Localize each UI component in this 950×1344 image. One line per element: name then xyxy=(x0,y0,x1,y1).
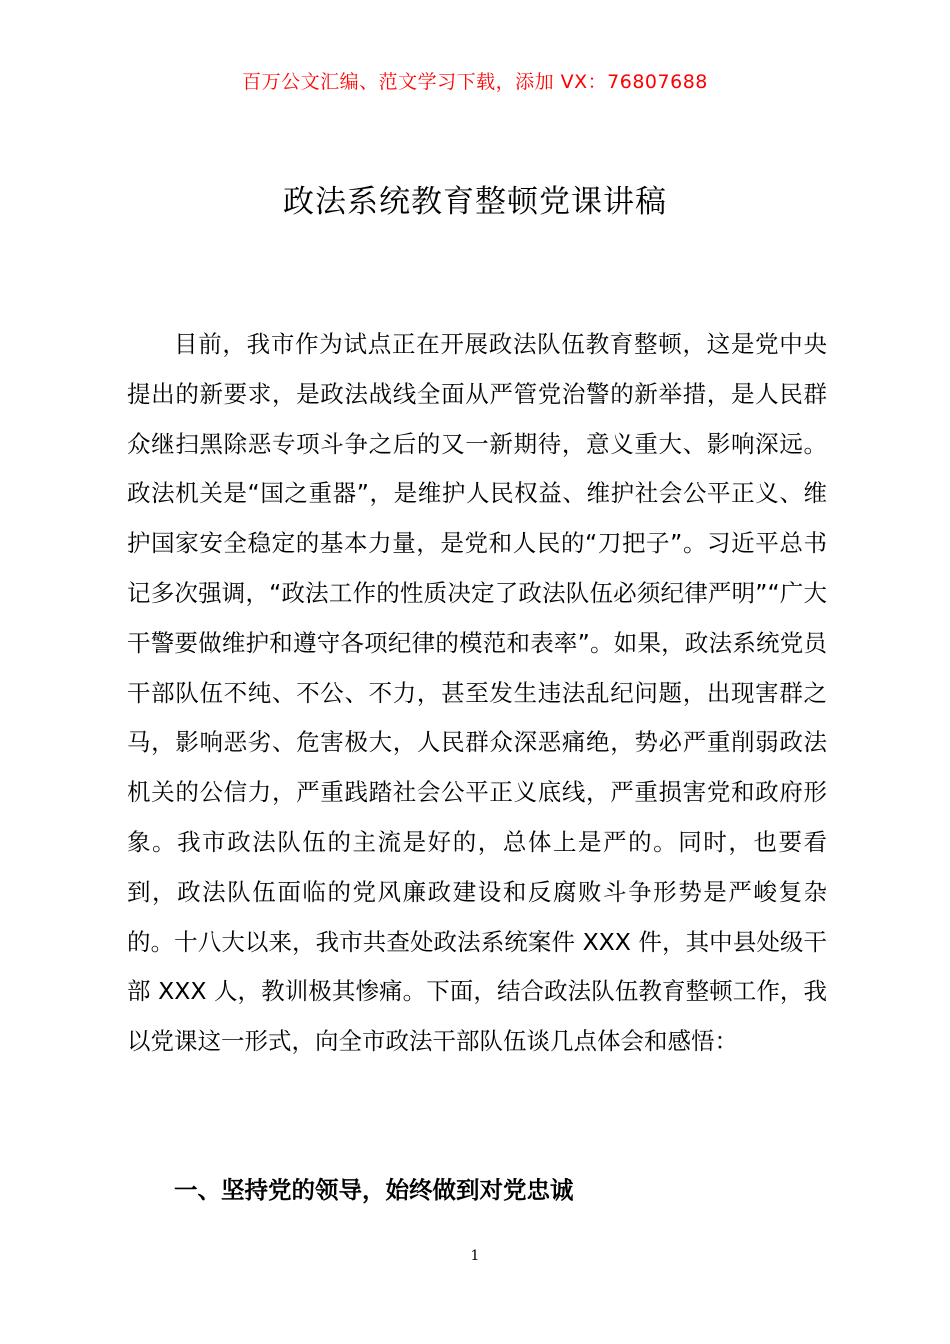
page-number: 1 xyxy=(470,1248,480,1264)
body-paragraph: 目前，我市作为试点正在开展政法队伍教育整顿，这是党中央提出的新要求，是政法战线全面从严管党治警的新举措，是人民群众继扫黑除恶专项斗争之后的又一新期待，意义重大、影响深远。政法机关是“国之重器”，是维护人民权益、维护社会公平正义、维护国家安全稳定的基本力量，是党和人民的“刀把子”。习近平总书记多次强调，“政法工作的性质决定了政法队伍必须纪律严明”“广大干警要做维护和遵守各项纪律的模范和表率”。如果，政法系统党员干部队伍不纯、不公、不力，甚至发生违法乱纪问题，出现害群之马，影响恶劣、危害极大，人民群众深恶痛绝，势必严重削弱政法机关的公信力，严重践踏社会公平正义底线，严重损害党和政府形象。我市政法队伍的主流是好的，总体上是严的。同时，也要看到，政法队伍面临的党风廉政建设和反腐败斗争形势是严峻复杂的。十八大以来，我市共查处政法系统案件 XXX 件，其中县处级干部 XXX 人，教训极其惨痛。下面，结合政法队伍教育整顿工作，我以党课这一形式，向全市政法干部队伍谈几点体会和感悟： xyxy=(127,330,827,1056)
document-title: 政法系统教育整顿党课讲稿 xyxy=(283,184,667,220)
section-heading: 一、坚持党的领导，始终做到对党忠诚 xyxy=(174,1176,574,1204)
header-promo-text: 百万公文汇编、范文学习下载，添加 VX：76807688 xyxy=(242,71,708,93)
